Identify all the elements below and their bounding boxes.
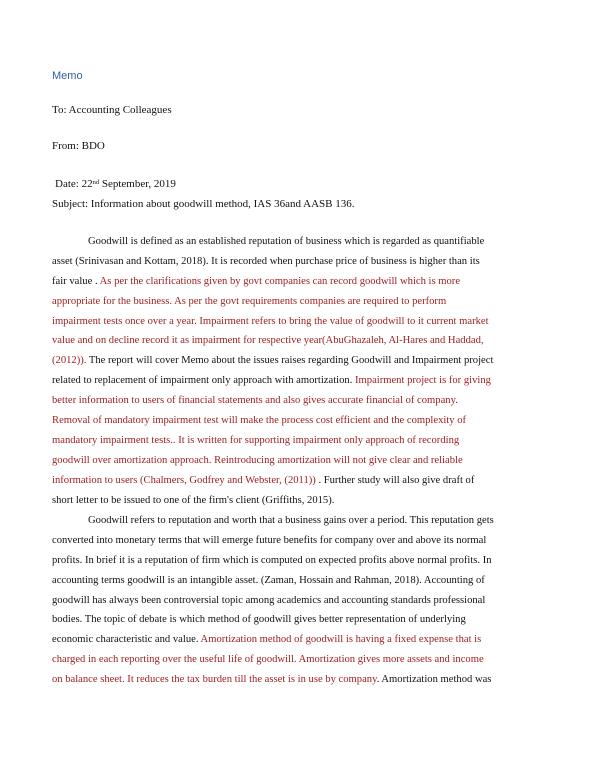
text-line — [52, 571, 552, 591]
text-line — [52, 391, 552, 411]
body-text: Goodwill refers to reputation and worth that a business gains over a period. This reputation gets — [88, 515, 494, 526]
highlighted-text: information to users (Chalmers, Godfrey and Webster, (2011)) — [52, 474, 316, 486]
subject-line: Subject: Information about goodwill method, IAS 36and AASB 136. — [52, 198, 355, 210]
body-text: The report will cover Memo about the issues raises regarding Goodwill and Impairment project — [86, 355, 494, 367]
highlighted-text: Amortization method of goodwill is having a fixed expense that is — [200, 634, 482, 646]
text-line — [52, 650, 552, 670]
text-line — [52, 371, 552, 391]
text-line — [52, 551, 552, 571]
body-text: related to replacement of impairment only approach with amortization. — [52, 375, 355, 387]
highlighted-text: As per the clarifications given by govt companies can record goodwill which is more — [99, 275, 461, 287]
text-line — [52, 232, 552, 252]
paragraph-2 — [52, 511, 552, 690]
highlighted-text: on balance sheet. It reduces the tax burden till the asset is in use by company — [52, 674, 377, 686]
text-line — [52, 252, 552, 272]
date-ordinal: nd — [92, 179, 100, 186]
text-line — [52, 451, 552, 471]
text-line — [52, 511, 552, 531]
body-text: . Further study will also give draft of — [315, 474, 475, 486]
highlighted-text: (2012)). — [52, 355, 87, 367]
paragraph-1 — [52, 232, 552, 510]
date-suffix: September, 2019 — [99, 178, 176, 190]
highlighted-text: Removal of mandatory impairment test will make the process cost efficient and the complexity of — [52, 415, 467, 427]
body-text: goodwill has always been controversial topic among academics and accounting standards professional — [52, 594, 486, 606]
date-prefix: Date: 22 — [55, 178, 93, 190]
highlighted-text: impairment tests once over a year. Impairment refers to bring the value of goodwill to it current market — [52, 315, 489, 327]
text-line — [52, 331, 552, 351]
text-line — [52, 630, 552, 650]
text-line — [52, 272, 552, 292]
body-text: asset (Srinivasan and Kottam, 2018). It is recorded when purchase price of business is higher than its — [52, 255, 480, 267]
highlighted-text: Impairment project is for giving — [355, 375, 491, 387]
body-text: bodies. The topic of debate is which method of goodwill gives better representation of underlying — [52, 614, 466, 626]
highlighted-text: mandatory impairment tests.. It is written for supporting impairment only approach of recording — [52, 434, 460, 446]
from-line: From: BDO — [52, 140, 105, 152]
text-line — [52, 531, 552, 551]
highlighted-text: value and on decline record it as impairment for respective year(AbuGhazaleh, Al-Hares and Haddad, — [52, 335, 484, 347]
text-line — [52, 312, 552, 332]
body-text: converted into monetary terms that will emerge future benefits for company over and above its normal — [52, 534, 487, 546]
text-line — [52, 670, 552, 690]
text-line — [52, 292, 552, 312]
highlighted-text: appropriate for the business. As per the govt requirements companies are required to perform — [52, 295, 447, 307]
body-text: profits. In brief it is a reputation of firm which is computed on expected profits above normal profits. In — [52, 554, 492, 566]
highlighted-text: better information to users of financial statements and also gives accurate financial of company. — [52, 395, 458, 407]
text-line — [52, 491, 552, 511]
text-line — [52, 411, 552, 431]
body-text: fair value . — [52, 275, 100, 287]
text-line — [52, 610, 552, 630]
to-line: To: Accounting Colleagues — [52, 104, 172, 116]
body-text: short letter to be issued to one of the firm's client (Griffiths, 2015). — [52, 494, 335, 506]
body-text: . Amortization method was — [376, 674, 492, 686]
highlighted-text: goodwill over amortization approach. Reintroducing amortization will not give clear and reliable — [52, 454, 463, 466]
highlighted-text: charged in each reporting over the useful life of goodwill. Amortization gives more assets and income — [52, 654, 484, 666]
body-text: economic characteristic and value. — [52, 634, 201, 646]
memo-heading: Memo — [52, 70, 83, 82]
text-line — [52, 471, 552, 491]
text-line — [52, 431, 552, 451]
text-line — [52, 591, 552, 611]
date-line — [55, 177, 176, 191]
text-line — [52, 351, 552, 371]
body-text: accounting terms goodwill is an intangible asset. (Zaman, Hossain and Rahman, 2018). Accounting of — [52, 574, 485, 586]
body-text: Goodwill is defined as an established reputation of business which is regarded as quantifiable — [88, 236, 485, 247]
